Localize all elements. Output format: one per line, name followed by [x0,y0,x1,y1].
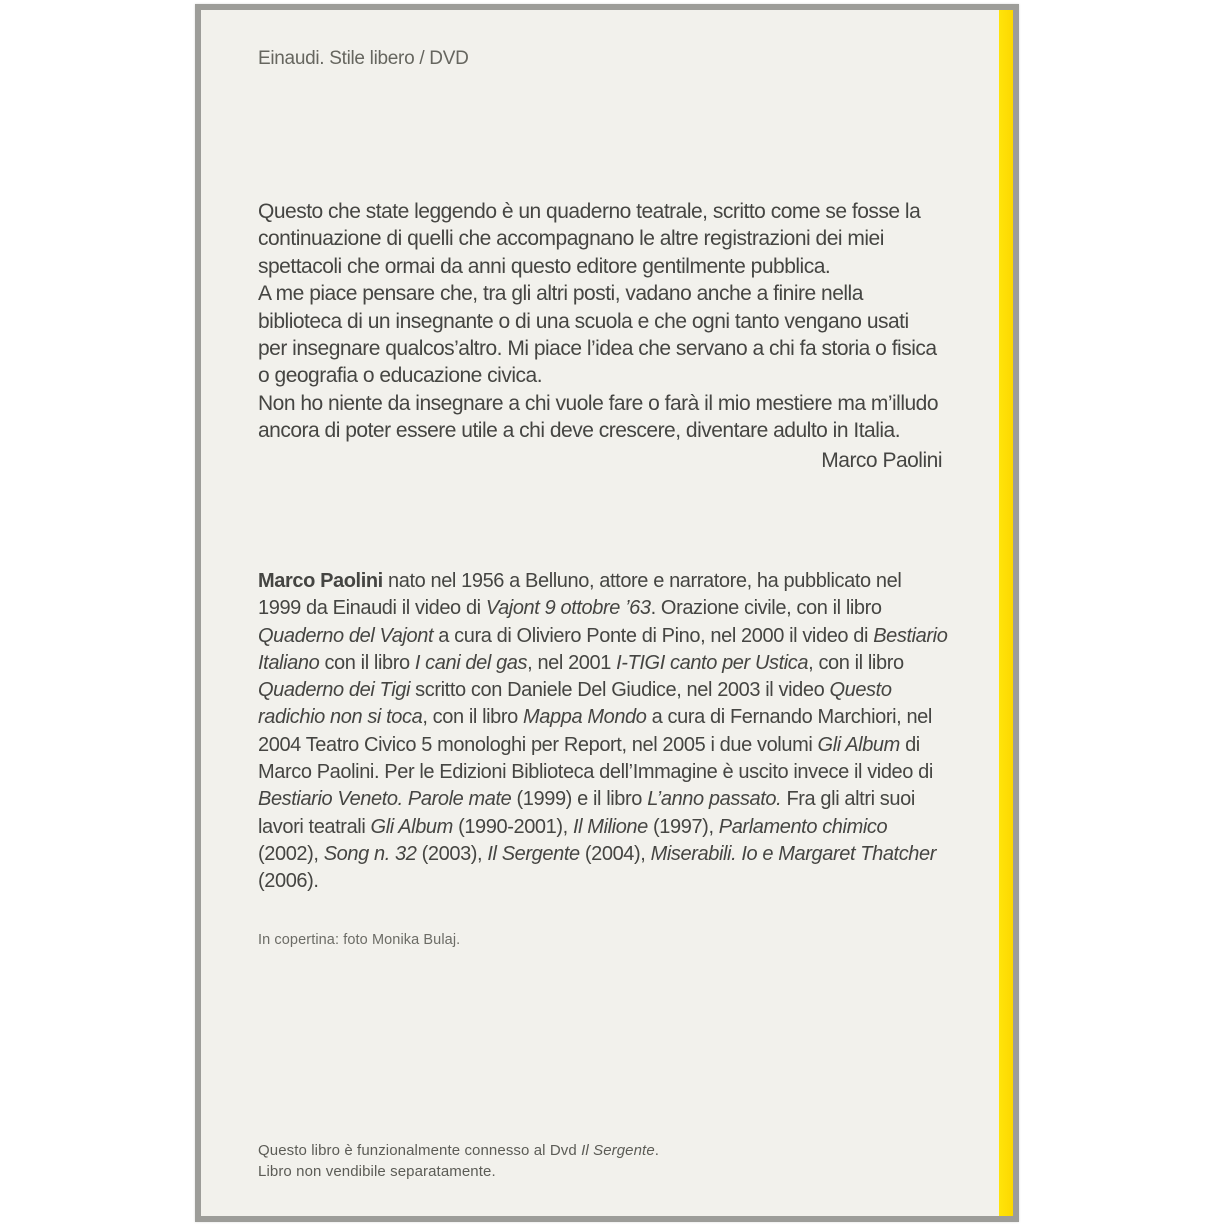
edition-note [258,1141,659,1182]
author-note-paragraph-3: Non ho niente da insegnare a chi vuole fare o farà il mio mestiere ma m’illudo ancora di poter essere utile a chi deve crescere, diventare adulto in Italia. [258,391,939,443]
author-note [258,198,942,474]
yellow-spine-stripe [999,10,1013,1216]
publisher-imprint: Einaudi. Stile libero / DVD [258,48,469,69]
author-note-paragraph-2: A me piace pensare che, tra gli altri posti, vadano anche a finire nella biblioteca di un insegnante o di una scuola e che ogni tanto vengano usati per insegnare qualcos’altro. Mi piace l’idea che servano a chi fa storia o fisica o geografia o educazione civica. [258,282,937,388]
author-note-paragraph-1: Questo che state leggendo è un quaderno teatrale, scritto come se fosse la continuazione di quelli che accompagnano le altre registrazioni dei miei spettacoli che ormai da anni questo editore gentilmente pubblica. [258,200,921,278]
cover-photo-credit: In copertina: foto Monika Bulaj. [258,932,461,948]
edition-note-line-1: Questo libro è funzionalmente connesso al Dvd Il Sergente. [258,1142,660,1159]
author-biography: Marco Paolini nato nel 1956 a Belluno, attore e narratore, ha pubblicato nel 1999 da Einaudi il video di Vajont 9 ottobre ’63. Orazione civile, con il libro Quaderno del Vajont a cura di Oliviero Ponte di Pino, nel 2000 il video di Bestiario Italiano con il libro I cani del gas, nel 2001 I-TIGI canto per Ustica, con il libro Quaderno dei Tigi scritto con Daniele Del Giudice, nel 2003 il video Questo radichio non si toca, con il libro Mappa Mondo a cura di Fernando Marchiori, nel 2004 Teatro Civico 5 monologhi per Report, nel 2005 i due volumi Gli Album di Marco Paolini. Per le Edizioni Biblioteca dell’Immagine è uscito invece il video di Bestiario Veneto. Parole mate (1999) e il libro L’anno passato. Fra gli altri suoi lavori teatrali Gli Album (1990-2001), Il Milione (1997), Parlamento chimico (2002), Song n. 32 (2003), Il Sergente (2004), Miserabili. Io e Margaret Thatcher (2006). [258,570,948,893]
back-cover [195,4,1019,1222]
author-signature: Marco Paolini [821,448,942,472]
edition-note-line-2: Libro non vendibile separatamente. [258,1162,496,1180]
